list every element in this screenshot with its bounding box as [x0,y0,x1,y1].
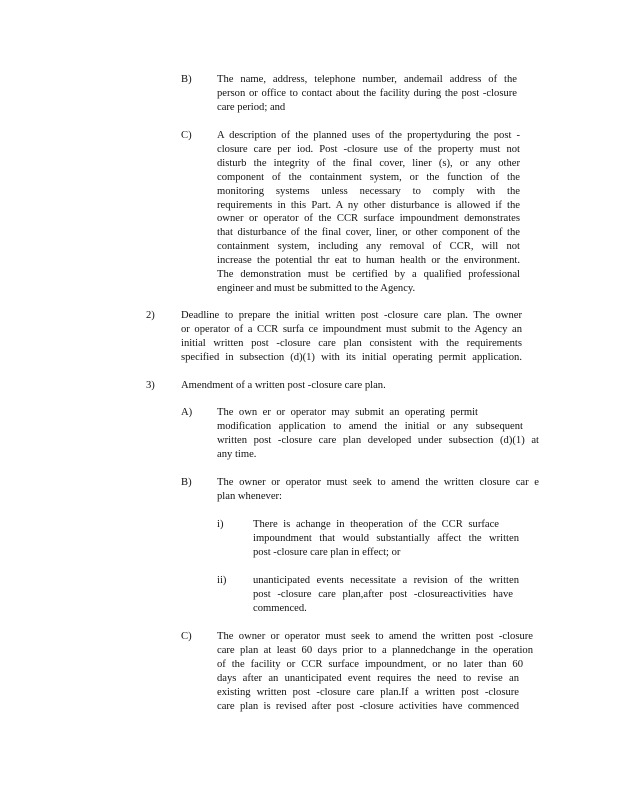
item-label: C) [181,631,192,642]
text-line: owner or operator of the CCR surface impoundment demonstrates [217,213,520,225]
text-line: days after an unanticipated event requires the need to revise an [217,672,519,684]
text-line: existing written post -closure care plan.If a written post -closure [217,686,519,698]
text-line: component of the containment system, or the function of the [217,171,520,183]
item-label: ii) [217,575,227,586]
text-line: impoundment that would substantially affect the written [253,532,519,544]
text-line: modification application to amend the initial or any subsequent [217,420,523,432]
text-line: closure care per iod. Post -closure use of the property must not [217,143,520,155]
text-line: The own er or operator may submit an operating permit [217,407,478,418]
text-line: engineer and must be submitted to the Agency. [217,282,416,294]
item-label: i) [217,519,224,530]
text-line: Deadline to prepare the initial written post -closure care plan. The owner [181,310,522,321]
text-line: The name, address, telephone number, andemail address of the [217,74,517,85]
item-label: B) [181,477,192,488]
text-line: A description of the planned uses of the propertyduring the post - [217,130,520,141]
text-line: containment system, including any removal of CCR, will not [217,241,520,253]
paragraph-text [217,129,520,296]
paragraph-text [181,379,421,393]
text-line: plan whenever: [217,490,283,502]
text-line: any time. [217,448,257,460]
text-line: care plan at least 60 days prior to a plannedchange in the operation [217,644,533,656]
text-line: There is achange in theoperation of the CCR surface [253,519,499,530]
text-line: written post -closure care plan developed under subsection (d)(1) at [217,434,539,446]
text-line: requirements in this Part. A ny other disturbance is allowed if the [217,199,520,211]
text-line: disturb the integrity of the final cover, liner (s), or any other [217,157,520,169]
text-line: The owner or operator must seek to amend the written post -closure [217,631,533,642]
text-line: The owner or operator must seek to amend the written closure car e [217,477,539,488]
text-line: post -closure care plan in effect; or [253,546,401,558]
item-label: B) [181,74,192,85]
item-label: A) [181,407,193,418]
item-label: 3) [146,380,155,391]
text-line: of the facility or CCR surface impoundment, or no later than 60 [217,658,523,670]
item-label: 2) [146,310,155,321]
text-line: post -closure care plan,after post -closureactivities have [253,588,513,600]
text-line: that disturbance of the final cover, liner, or other component of the [217,227,520,239]
paragraph-text [253,574,519,616]
paragraph-text [253,518,519,560]
text-line: monitoring systems unless necessary to comply with the [217,185,520,197]
text-line: care period; and [217,101,286,113]
text-line: person or office to contact about the facility during the post -closure [217,87,517,99]
text-line: Amendment of a written post -closure care plan. [181,380,386,391]
paragraph-text [181,309,522,365]
text-line: or operator of a CCR surfa ce impoundment must submit to the Agency an [181,323,522,335]
text-line: care plan is revised after post -closure activities have commenced [217,700,519,712]
text-line: The demonstration must be certified by a qualified professional [217,269,520,281]
item-label: C) [181,130,192,141]
text-line: commenced. [253,602,307,614]
paragraph-text [217,406,539,462]
text-line: unanticipated events necessitate a revision of the written [253,575,519,586]
text-line: initial written post -closure care plan consistent with the requirements [181,337,522,349]
paragraph-text [217,630,533,713]
paragraph-text [217,73,517,115]
text-line: increase the potential thr eat to human health or the environment. [217,255,520,267]
paragraph-text [217,476,539,504]
text-line: specified in subsection (d)(1) with its initial operating permit application. [181,351,522,363]
